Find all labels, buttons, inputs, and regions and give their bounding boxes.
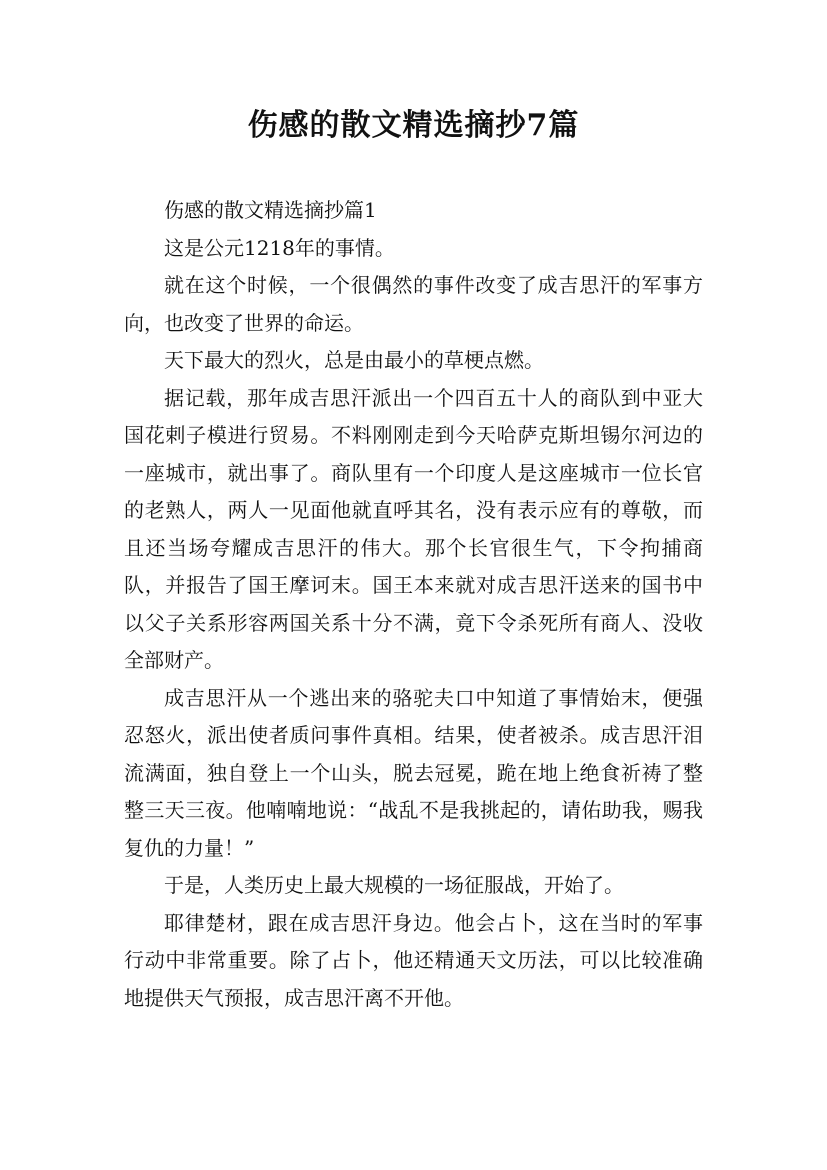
- paragraph: 天下最大的烈火，总是由最小的草梗点燃。: [164, 348, 544, 372]
- paragraph: 于是，人类历史上最大规模的一场征服战，开始了。: [164, 873, 624, 897]
- document-title: 伤感的散文精选摘抄7篇: [247, 108, 580, 143]
- paragraph: 成吉思汗从一个逃出来的骆驼夫口中知道了事情始末，便强忍怒火，派出使者质问事件真相。结果，使者被杀。成吉思汗泪流满面，独自登上一个山头，脱去冠冕，跪在地上绝食祈祷了整整三天三夜。他喃喃地说：“战乱不是我挑起的，请佑助我，赐我复仇的力量！”: [124, 685, 703, 860]
- paragraph: 据记载，那年成吉思汗派出一个四百五十人的商队到中亚大国花剌子模进行贸易。不料刚刚走到今天哈萨克斯坦锡尔河边的一座城市，就出事了。商队里有一个印度人是这座城市一位长官的老熟人，两人一见面他就直呼其名，没有表示应有的尊敬，而且还当场夸耀成吉思汗的伟大。那个长官很生气，下令拘捕商队，并报告了国王摩诃末。国王本来就对成吉思汗送来的国书中以父子关系形容两国关系十分不满，竟下令杀死所有商人、没收全部财产。: [124, 385, 703, 672]
- document-body: [124, 192, 703, 1017]
- paragraph: 就在这个时候，一个很偶然的事件改变了成吉思汗的军事方向，也改变了世界的命运。: [124, 273, 703, 335]
- paragraph-section-heading: 伤感的散文精选摘抄篇1: [164, 198, 377, 222]
- paragraph: 耶律楚材，跟在成吉思汗身边。他会占卜，这在当时的军事行动中非常重要。除了占卜，他还精通天文历法，可以比较准确地提供天气预报，成吉思汗离不开他。: [124, 910, 703, 1010]
- paragraph: 这是公元1218年的事情。: [164, 235, 395, 260]
